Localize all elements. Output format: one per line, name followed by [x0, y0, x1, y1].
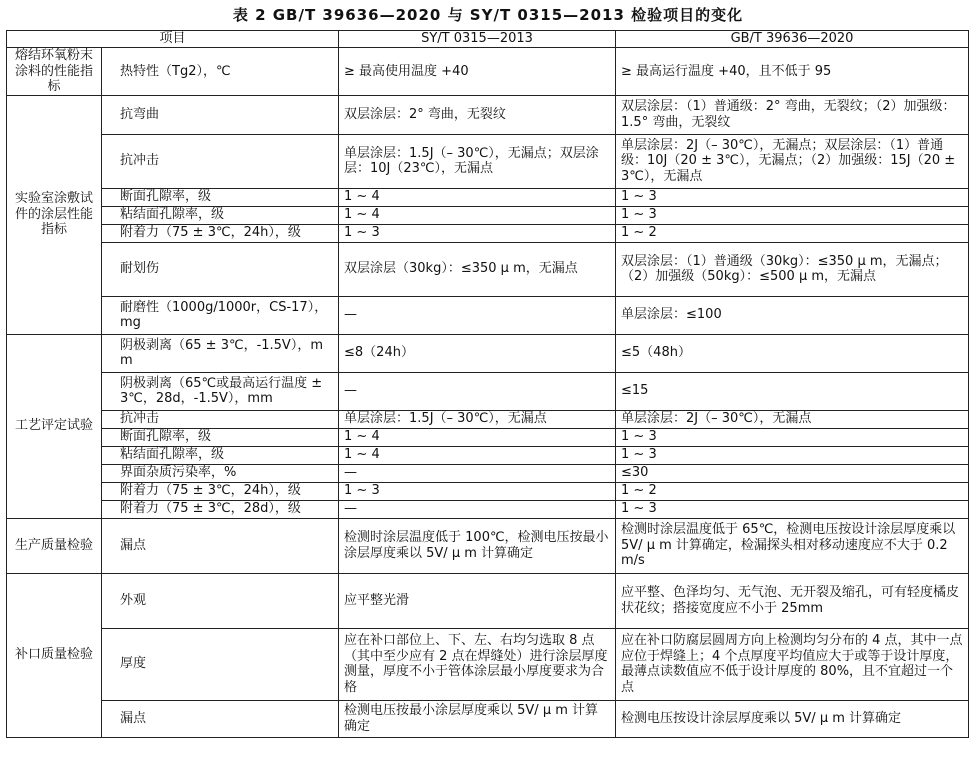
table-row	[7, 372, 969, 410]
group-cell: 熔结环氧粉末涂料的性能指标	[7, 48, 102, 96]
item-cell: 断面孔隙率，级	[102, 428, 339, 446]
sy-cell: ≤8（24h）	[339, 334, 616, 372]
gb-cell: 应在补口防腐层圆周方向上检测均匀分布的 4 点，其中一点应位于焊缝上；4 个点厚度平均值应大于或等于设计厚度，最薄点读数值应不低于设计厚度的 80%，且不宜超过一个点	[616, 628, 969, 700]
gb-cell: 检测时涂层温度低于 65℃，检测电压按设计涂层厚度乘以 5V/ μ m 计算确定，检漏探头相对移动速度应不大于 0.2m/s	[616, 518, 969, 573]
item-cell: 漏点	[102, 700, 339, 737]
table-row	[7, 206, 969, 224]
table-row	[7, 334, 969, 372]
gb-cell: 1 ~ 2	[616, 224, 969, 242]
item-cell: 热特性（Tg2），℃	[102, 48, 339, 96]
sy-cell: —	[339, 296, 616, 334]
item-cell: 附着力（75 ± 3℃，24h），级	[102, 224, 339, 242]
comparison-table	[6, 30, 969, 738]
item-cell: 附着力（75 ± 3℃，24h），级	[102, 482, 339, 500]
table-row	[7, 48, 969, 96]
sy-cell: 1 ~ 4	[339, 188, 616, 206]
sy-cell: 检测时涂层温度低于 100℃，检测电压按最小涂层厚度乘以 5V/ μ m 计算确定	[339, 518, 616, 573]
item-cell: 粘结面孔隙率，级	[102, 446, 339, 464]
gb-cell: 1 ~ 3	[616, 206, 969, 224]
table-title: 表 2 GB/T 39636—2020 与 SY/T 0315—2013 检验项目的变化	[232, 6, 744, 24]
gb-cell: 单层涂层：2J（– 30℃），无漏点	[616, 410, 969, 428]
table-row	[7, 446, 969, 464]
sy-cell: 1 ~ 4	[339, 446, 616, 464]
table-row	[7, 296, 969, 334]
table-row	[7, 500, 969, 518]
header-gb: GB/T 39636—2020	[616, 31, 969, 48]
table-row	[7, 518, 969, 573]
sy-cell: 1 ~ 4	[339, 206, 616, 224]
item-cell: 阴极剥离（65℃或最高运行温度 ± 3℃，28d，-1.5V），mm	[102, 372, 339, 410]
sy-cell: 应在补口部位上、下、左、右均匀选取 8 点（其中至少应有 2 点在焊缝处）进行涂层厚度测量，厚度不小于管体涂层最小厚度要求为合格	[339, 628, 616, 700]
gb-cell: 检测电压按设计涂层厚度乘以 5V/ μ m 计算确定	[616, 700, 969, 737]
table-row	[7, 95, 969, 134]
gb-cell: 1 ~ 3	[616, 428, 969, 446]
gb-cell: 双层涂层：（1）普通级（30kg）：≤350 μ m，无漏点；（2）加强级（50kg）：≤500 μ m，无漏点	[616, 242, 969, 296]
sy-cell: 应平整光滑	[339, 573, 616, 628]
item-cell: 厚度	[102, 628, 339, 700]
gb-cell: 1 ~ 2	[616, 482, 969, 500]
gb-cell: ≥ 最高运行温度 +40，且不低于 95	[616, 48, 969, 96]
sy-cell: 单层涂层：1.5J（– 30℃），无漏点	[339, 410, 616, 428]
table-row	[7, 428, 969, 446]
sy-cell: —	[339, 372, 616, 410]
item-cell: 抗冲击	[102, 134, 339, 188]
item-cell: 耐划伤	[102, 242, 339, 296]
gb-cell: 1 ~ 3	[616, 500, 969, 518]
gb-cell: 1 ~ 3	[616, 188, 969, 206]
table-row	[7, 700, 969, 737]
sy-cell: 检测电压按最小涂层厚度乘以 5V/ μ m 计算确定	[339, 700, 616, 737]
table-row	[7, 410, 969, 428]
header-row	[7, 31, 969, 48]
table-row	[7, 464, 969, 482]
gb-cell: 应平整、色泽均匀、无气泡、无开裂及缩孔，可有轻度橘皮状花纹；搭接宽度应不小于 25mm	[616, 573, 969, 628]
sy-cell: 1 ~ 4	[339, 428, 616, 446]
group-cell: 补口质量检验	[7, 573, 102, 737]
sy-cell: ≥ 最高使用温度 +40	[339, 48, 616, 96]
table-row	[7, 573, 969, 628]
header-item: 项目	[7, 31, 339, 48]
item-cell: 断面孔隙率，级	[102, 188, 339, 206]
table-row	[7, 482, 969, 500]
item-cell: 漏点	[102, 518, 339, 573]
header-sy: SY/T 0315—2013	[339, 31, 616, 48]
gb-cell: ≤5（48h）	[616, 334, 969, 372]
sy-cell: 双层涂层（30kg）：≤350 μ m，无漏点	[339, 242, 616, 296]
table-row	[7, 628, 969, 700]
group-cell: 工艺评定试验	[7, 334, 102, 518]
table-row	[7, 242, 969, 296]
gb-cell: ≤30	[616, 464, 969, 482]
group-cell: 生产质量检验	[7, 518, 102, 573]
item-cell: 抗冲击	[102, 410, 339, 428]
gb-cell: 1 ~ 3	[616, 446, 969, 464]
item-cell: 附着力（75 ± 3℃，28d），级	[102, 500, 339, 518]
item-cell: 外观	[102, 573, 339, 628]
item-cell: 阴极剥离（65 ± 3℃，-1.5V），mm	[102, 334, 339, 372]
table-row	[7, 224, 969, 242]
item-cell: 粘结面孔隙率，级	[102, 206, 339, 224]
gb-cell: ≤15	[616, 372, 969, 410]
gb-cell: 单层涂层：2J（– 30℃），无漏点；双层涂层：（1）普通级：10J（20 ± 3℃），无漏点；（2）加强级：15J（20 ± 3℃），无漏点	[616, 134, 969, 188]
sy-cell: 1 ~ 3	[339, 482, 616, 500]
sy-cell: —	[339, 464, 616, 482]
gb-cell: 双层涂层：（1）普通级：2° 弯曲，无裂纹；（2）加强级：1.5° 弯曲，无裂纹	[616, 95, 969, 134]
item-cell: 抗弯曲	[102, 95, 339, 134]
sy-cell: 1 ~ 3	[339, 224, 616, 242]
table-row	[7, 188, 969, 206]
group-cell: 实验室涂敷试件的涂层性能指标	[7, 95, 102, 334]
item-cell: 耐磨性（1000g/1000r，CS-17），mg	[102, 296, 339, 334]
gb-cell: 单层涂层：≤100	[616, 296, 969, 334]
table-row	[7, 134, 969, 188]
sy-cell: 双层涂层：2° 弯曲，无裂纹	[339, 95, 616, 134]
sy-cell: 单层涂层：1.5J（– 30℃），无漏点；双层涂层：10J（23℃），无漏点	[339, 134, 616, 188]
sy-cell: —	[339, 500, 616, 518]
item-cell: 界面杂质污染率，%	[102, 464, 339, 482]
